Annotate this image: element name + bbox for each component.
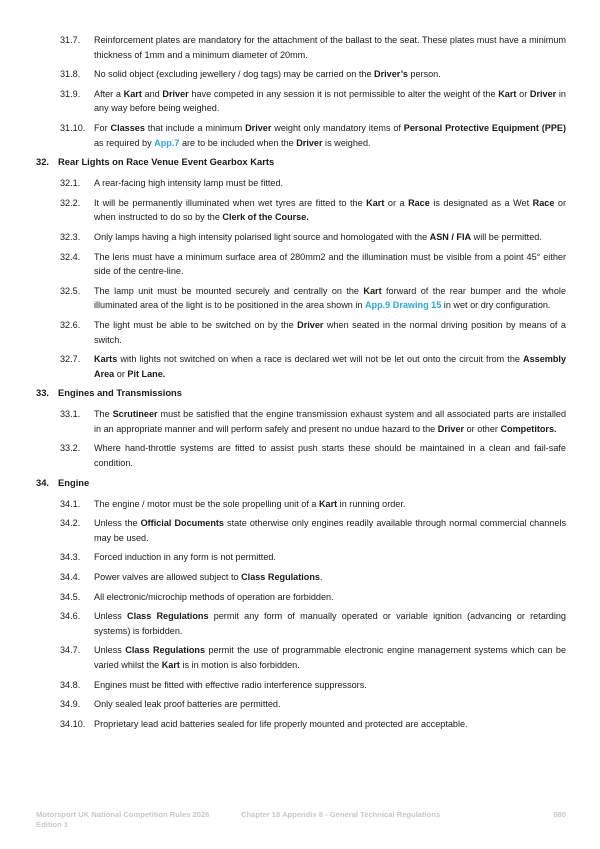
text-run: No solid object (excluding jewellery / dog tags) may be carried on the [94,69,375,80]
item-number: 32.3. [60,231,81,242]
text-run: in any way before being weighed. [94,88,566,114]
footer-publication [36,810,236,830]
defined-term: Race [532,197,555,208]
regulation-item [36,717,566,732]
text-run: or a [384,197,409,208]
item-text [94,570,566,585]
section-number: 34. [36,476,50,488]
defined-term: Kart [161,660,180,670]
item-text [94,643,566,672]
defined-term: Pit Lane. [127,368,166,379]
text-run: The light must be able to be switched on by the [94,319,298,330]
defined-term: Driver [529,88,557,99]
text-run: The lens must have a minimum surface area of 280mm2 and the illumination must be visible from a point 45° either side of the centre-line. [94,251,566,277]
item-text [94,697,566,712]
defined-term: Class Regulations [125,645,206,656]
item-number: 34.5. [60,591,81,602]
regulation-item [36,590,566,605]
text-run: in wet or dry configuration. [441,300,551,311]
regulation-item [36,250,566,279]
text-run: Unless [94,611,127,622]
regulation-item [36,516,566,545]
text-run: and [141,88,163,99]
text-run: Only lamps having a high intensity polarised light source and homologated with the [94,231,430,242]
item-text [94,609,566,638]
defined-term: Driver [296,137,323,148]
text-run: will be permitted. [471,231,542,242]
defined-term: ASN / FIA [429,231,472,242]
text-run: Reinforcement plates are mandatory for the attachment of the ballast to the seat. These plates must have a minimum thickness of 1mm and a minimum diameter of 20mm. [94,35,566,60]
footer-edition: Edition 1 [36,820,69,829]
defined-term: Driver [245,122,272,133]
text-run: weight only mandatory items of [271,122,404,133]
item-text [94,441,566,470]
item-text [94,318,566,347]
text-run: or [114,368,128,379]
regulation-item [36,570,566,585]
regulation-item [36,176,566,191]
defined-term: Class Regulations [127,611,209,622]
defined-term: Personal Protective Equipment (PPE) [403,122,566,133]
item-text [94,550,566,565]
text-run: All electronic/microchip methods of operation are forbidden. [94,591,334,602]
text-run: with lights not switched on when a race is declared wet will not be let out onto the circuit from the [117,354,524,365]
regulation-item [36,497,566,512]
item-number: 32.7. [60,354,81,365]
regulation-item [36,196,566,225]
text-run: that include a minimum [144,122,246,133]
cross-reference-link[interactable]: App.7 [154,137,180,148]
item-text [94,590,566,605]
item-text [94,497,566,512]
text-run: For [94,122,111,133]
defined-term: Karts [94,354,118,365]
defined-term: Driver [297,319,324,330]
text-run: have competed in any session it is not permissible to alter the weight of the [188,88,499,99]
defined-term: Kart [363,285,382,296]
defined-term: Driver [437,423,465,434]
item-number: 34.3. [60,552,81,563]
text-run: is weighed. [322,137,371,148]
text-run: Where hand-throttle systems are fitted to assist push starts these should be maintained in a clean and fail-safe condition. [94,443,566,469]
text-run: or other [464,423,501,434]
defined-term: Competitors. [500,423,557,434]
regulation-item [36,87,566,116]
section-title: Engines and Transmissions [58,387,182,399]
text-run: Power valves are allowed subject to [94,572,242,583]
item-number: 34.2. [60,518,81,529]
item-number: 31.9. [60,88,81,99]
defined-term: Scrutineer [112,409,158,420]
item-text [94,250,566,279]
regulation-item [36,230,566,245]
text-run: in running order. [337,498,406,509]
regulation-item [36,697,566,712]
item-text [94,196,566,225]
text-run: person. [407,69,441,80]
text-run: or when instructed to do so by the [94,197,566,223]
defined-term: Driver [162,88,189,99]
defined-term: Class Regulations [241,572,320,583]
item-number: 32.4. [60,251,81,262]
text-run: must be satisfied that the engine transmission exhaust system and all associated parts are installed in an appropriate manner and will perform safely and present no undue hazard to the [94,409,567,434]
item-text [94,284,566,313]
item-text [94,352,566,381]
regulation-item [36,441,566,470]
text-run: permit the use of programmable electronic engine management systems which can be varied whilst the [94,645,566,670]
regulations-body [36,33,566,736]
regulation-item [36,609,566,638]
item-text [94,516,566,545]
defined-term: Clerk of the Course. [222,212,309,223]
defined-term: Kart [498,88,517,99]
defined-term: Race [408,197,430,208]
regulation-item [36,407,566,436]
item-text [94,230,566,245]
defined-term: Driver’s [374,69,408,80]
item-number: 34.7. [60,645,81,656]
text-run: Forced induction in any form is not permitted. [94,552,276,563]
item-number: 34.9. [60,699,81,710]
regulation-item [36,550,566,565]
defined-term: Kart [318,498,338,509]
cross-reference-link[interactable]: App.9 Drawing 15 [364,300,442,311]
footer-title: Motorsport UK National Competition Rules 2026 [36,810,210,819]
text-run: is designated as a Wet [429,197,533,208]
item-text [94,87,566,116]
regulation-item [36,318,566,347]
item-number: 34.1. [60,498,81,509]
text-run: The [94,409,113,420]
item-number: 34.4. [60,572,81,583]
regulation-item [36,643,566,672]
item-text [94,67,566,82]
defined-term: Kart [123,88,142,99]
text-run: The engine / motor must be the sole propelling unit of a [94,498,319,509]
text-run: . [319,572,323,583]
text-run: Only sealed leak proof batteries are permitted. [94,699,281,710]
item-text [94,407,566,436]
text-run: forward of the rear bumper and the whole illuminated area of the light is to be positioned in the area shown in [94,285,567,311]
item-text [94,121,566,150]
regulation-item [36,67,566,82]
text-run: The lamp unit must be mounted securely and centrally on the [94,285,364,296]
defined-term: Kart [366,197,385,208]
item-number: 31.8. [60,69,81,80]
text-run: as required by [94,137,155,148]
section-title: Engine [58,476,90,488]
text-run: Unless [94,645,126,656]
section-number: 33. [36,387,50,399]
text-run: Proprietary lead acid batteries sealed for life properly mounted and protected are acceptable. [94,718,468,729]
regulation-item [36,352,566,381]
text-run: After a [94,88,124,99]
item-number: 33.1. [60,409,81,420]
item-number: 34.8. [60,679,81,690]
regulation-item [36,284,566,313]
item-number: 31.7. [60,35,81,45]
item-number: 34.10. [60,718,86,729]
item-text [94,176,566,191]
section-title: Rear Lights on Race Venue Event Gearbox Karts [58,156,275,168]
defined-term: Official Documents [140,518,224,529]
section-heading [36,476,566,490]
page-number: 680 [553,810,566,819]
text-run: Engines must be fitted with effective radio interference suppressors. [94,679,367,690]
item-number: 34.6. [60,611,81,622]
item-text [94,678,566,693]
defined-term: Classes [110,122,145,133]
section-heading [36,155,566,169]
text-run: Unless the [94,518,141,529]
footer-chapter: Chapter 18 Appendix 8 - General Technical Regulations [241,810,441,819]
item-number: 32.1. [60,178,81,189]
regulation-item [36,33,566,62]
text-run: or [516,88,530,99]
item-number: 32.5. [60,285,81,296]
item-text [94,717,566,732]
item-number: 33.2. [60,443,81,454]
text-run: It will be permanently illuminated when wet tyres are fitted to the [94,197,367,208]
section-number: 32. [36,156,50,168]
text-run: is in motion is also forbidden. [179,660,300,670]
regulation-item [36,121,566,150]
text-run: when seated in the normal driving position by means of a switch. [94,319,566,345]
text-run: permit any form of manually operated or variable ignition (advancing or retarding systems) is forbidden. [94,611,566,636]
item-number: 31.10. [60,122,86,133]
section-heading [36,386,566,400]
item-number: 32.2. [60,197,81,208]
text-run: are to be included when the [179,137,297,148]
regulation-item [36,678,566,693]
text-run: A rear-facing high intensity lamp must be fitted. [94,178,284,189]
item-number: 32.6. [60,319,81,330]
item-text [94,33,566,62]
text-run: state otherwise only engines readily available through normal commercial channels may be used. [94,518,566,543]
defined-term: Assembly Area [94,354,566,379]
